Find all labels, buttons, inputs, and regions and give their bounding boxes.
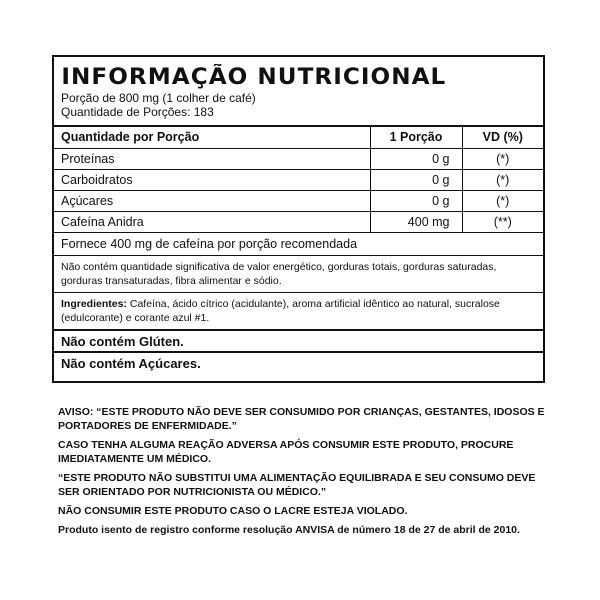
servings-per-container: Quantidade de Porções: 183	[61, 105, 214, 119]
warning-alimentacao: “ESTE PRODUTO NÃO SUBSTITUI UMA ALIMENTAÇÃO EQUILIBRADA E SEU CONSUMO DEVE SER ORIENTADO POR NUTRICIONISTA OU MÉDICO.”	[58, 472, 536, 498]
header-quantity: Quantidade por Porção	[54, 127, 370, 148]
table-row	[54, 190, 543, 211]
warning-registro: Produto isento de registro conforme resolução ANVISA de número 18 de 27 de abril de 2010.	[58, 524, 520, 536]
sugars-statement: Não contém Açúcares.	[61, 355, 201, 371]
ingredients	[54, 293, 543, 331]
nutrient-dv: (*)	[462, 169, 543, 190]
nutrient-dv: (*)	[462, 190, 543, 211]
caffeine-note: Fornece 400 mg de cafeína por porção recomendada	[54, 233, 543, 256]
nutrient-dv: (**)	[462, 211, 543, 232]
nutrient-amount: 0 g	[370, 169, 462, 190]
ingredients-label: Ingredientes:	[61, 297, 127, 310]
table-row	[54, 169, 543, 190]
label-title: INFORMAÇÃO NUTRICIONAL	[61, 65, 447, 90]
warning-lacre: NÃO CONSUMIR ESTE PRODUTO CASO O LACRE ESTEJA VIOLADO.	[58, 505, 408, 517]
nutrient-amount: 0 g	[370, 190, 462, 211]
warning-aviso: AVISO: “ESTE PRODUTO NÃO DEVE SER CONSUMIDO POR CRIANÇAS, GESTANTES, IDOSOS E PORTADORES DE ENFERMIDADE.”	[58, 406, 545, 432]
serving-size: Porção de 800 mg (1 colher de café)	[61, 91, 256, 105]
insignificant-note: Não contém quantidade significativa de valor energético, gorduras totais, gorduras saturadas, gorduras transaturadas, fibra alimentar e sódio.	[54, 256, 543, 293]
ingredients-text: Cafeína, ácido cítrico (acidulante), aroma artificial idêntico ao natural, sucralose (edulcorante) e corante azul #1.	[61, 297, 500, 324]
nutrient-amount: 0 g	[370, 148, 462, 169]
nutrition-facts-panel	[52, 55, 545, 383]
label-header	[54, 57, 543, 127]
gluten-statement: Não contém Glúten.	[54, 331, 543, 353]
warnings-block	[58, 405, 558, 542]
nutrient-name: Carboidratos	[54, 169, 370, 190]
table-row	[54, 211, 543, 232]
nutrient-dv: (*)	[462, 148, 543, 169]
nutrient-name: Açúcares	[54, 190, 370, 211]
nutrient-name: Proteínas	[54, 148, 370, 169]
nutrient-amount: 400 mg	[370, 211, 462, 232]
table-row	[54, 148, 543, 169]
nutrition-table	[54, 127, 543, 233]
header-dv: VD (%)	[462, 127, 543, 148]
warning-reacao: CASO TENHA ALGUMA REAÇÃO ADVERSA APÓS CONSUMIR ESTE PRODUTO, PROCURE IMEDIATAMENTE UM MÉDICO.	[58, 439, 514, 465]
header-portion: 1 Porção	[370, 127, 462, 148]
nutrient-name: Cafeína Anidra	[54, 211, 370, 232]
table-header-row	[54, 127, 543, 148]
